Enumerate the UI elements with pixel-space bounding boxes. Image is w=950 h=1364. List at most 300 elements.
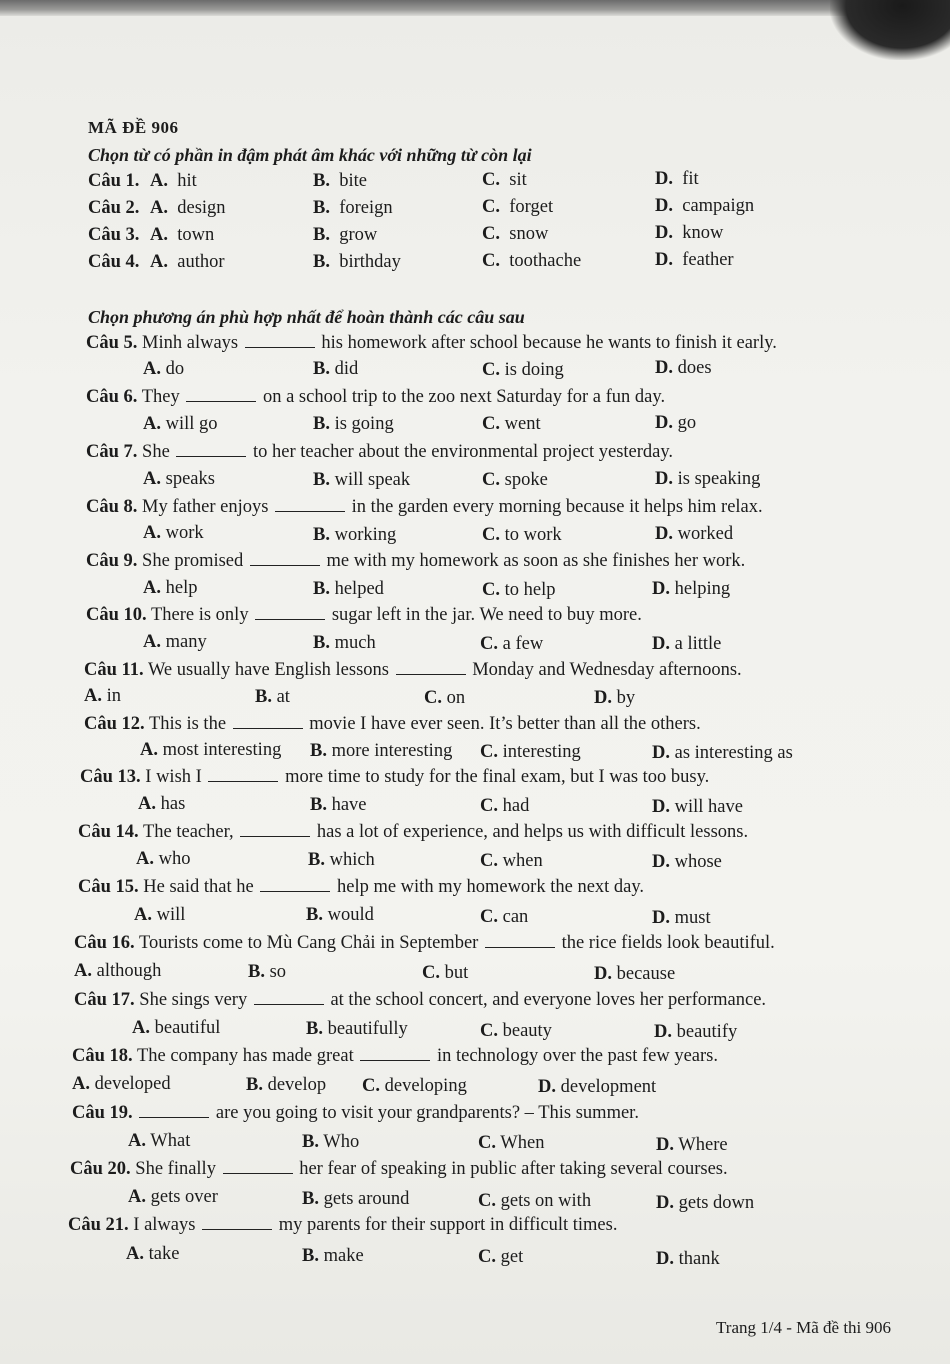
answer-option[interactable] [313,632,376,654]
option-text: is going [334,414,394,434]
option-letter: B. [248,962,265,982]
option-text: gets around [323,1189,410,1209]
answer-option[interactable] [482,524,562,546]
option-letter: C. [480,1021,498,1041]
answer-blank[interactable] [250,551,320,566]
answer-option[interactable] [482,579,556,601]
answer-blank[interactable] [176,442,246,457]
answer-option[interactable] [480,795,529,817]
option-text: hit [177,171,197,191]
option-letter: A. [150,252,168,272]
option-letter: B. [255,687,272,707]
option-text: have [331,795,367,815]
option-text: birthday [339,252,401,272]
option-text: beautifully [327,1019,408,1039]
answer-option[interactable] [313,524,396,546]
option-text: will [156,905,186,925]
question-text-before: Tourists come to Mù Cang Chải in September [138,933,479,953]
option-letter: A. [140,740,158,760]
option-letter: C. [482,224,500,244]
option-letter: A. [136,849,154,869]
answer-option[interactable] [652,907,711,929]
question-text-before: She finally [135,1159,216,1179]
answer-option[interactable] [482,359,564,381]
option-text: although [96,961,162,981]
question-text-before: I wish I [145,767,202,787]
option-letter: C. [424,688,442,708]
question-stem [86,441,673,463]
question-label: Câu 11. [84,660,144,680]
option-text: interesting [502,742,581,762]
option-text: toothache [509,251,582,271]
question-text-after: help me with my homework the next day. [336,877,645,897]
answer-option[interactable] [72,1073,171,1095]
option-letter: C. [478,1191,496,1211]
answer-option[interactable] [313,197,393,219]
question-text-before: My father enjoys [142,497,269,517]
question-stem [86,386,665,408]
option-letter: D. [655,169,673,189]
page-footer: Trang 1/4 - Mã đề thi 906 [716,1318,892,1337]
option-text: campaign [682,196,755,216]
question-label: Câu 9. [86,551,138,571]
option-letter: D. [652,579,670,599]
option-text: must [674,908,711,928]
question-text-after: his homework after school because he wants to finish it early. [321,333,777,353]
answer-blank[interactable] [245,333,315,348]
option-text: by [616,688,636,708]
option-letter: D. [652,797,670,817]
option-letter: A. [134,905,152,925]
answer-option[interactable] [654,1021,737,1043]
option-letter: A. [143,414,161,434]
option-text: developing [384,1076,467,1096]
option-text: Where [678,1135,728,1155]
question-text-after: in technology over the past few years. [436,1046,718,1066]
option-letter: B. [306,1019,323,1039]
option-letter: D. [655,469,673,489]
option-text: sit [509,170,527,190]
answer-blank[interactable] [260,877,330,892]
option-text: spoke [504,470,548,490]
option-letter: D. [655,524,673,544]
option-letter: D. [538,1077,556,1097]
option-letter: B. [302,1246,319,1266]
question-text-before: The company has made great [136,1046,354,1066]
option-text: to work [504,525,562,545]
question-stem [68,1214,617,1236]
answer-option[interactable] [652,796,743,818]
answer-option[interactable] [255,686,290,708]
answer-option[interactable] [310,794,367,816]
option-letter: B. [313,470,330,490]
answer-option[interactable] [594,963,675,985]
answer-blank[interactable] [396,660,466,675]
answer-option[interactable] [594,687,635,709]
option-text: will speak [334,470,411,490]
question-text-before: There is only [150,605,249,625]
answer-blank[interactable] [275,497,345,512]
option-text: bite [339,171,367,191]
option-text: can [502,907,529,927]
answer-option[interactable] [143,358,184,380]
option-text: developed [94,1074,171,1094]
option-letter: B. [313,525,330,545]
option-letter: C. [478,1247,496,1267]
option-text: many [165,632,207,652]
answer-option[interactable] [306,904,374,926]
answer-option[interactable] [482,413,541,435]
answer-option[interactable] [652,742,793,764]
option-letter: C. [480,634,498,654]
answer-option[interactable] [655,357,712,379]
option-text: so [269,962,287,982]
option-text: on [446,688,466,708]
option-letter: C. [482,170,500,190]
question-text-after: her fear of speaking in public after taking several courses. [299,1159,728,1179]
question-stem [80,766,709,788]
question-label: Câu 14. [78,822,139,842]
option-letter: A. [74,961,92,981]
option-text: will go [165,414,218,434]
option-letter: B. [313,414,330,434]
option-text: whose [674,852,722,872]
answer-blank[interactable] [202,1215,272,1230]
option-text: gets on with [500,1191,592,1211]
option-text: at [276,687,290,707]
answer-option[interactable] [655,523,733,545]
option-text: much [334,633,376,653]
question-text-before: She promised [142,551,244,571]
question-stem [84,713,701,735]
answer-option[interactable] [478,1246,523,1268]
option-letter: D. [656,1249,674,1269]
answer-option[interactable] [478,1190,591,1212]
option-letter: C. [422,963,440,983]
question-text-after: movie I have ever seen. It’s better than all the others. [309,714,701,734]
answer-option[interactable] [655,249,734,271]
answer-blank[interactable] [186,387,256,402]
option-letter: D. [655,358,673,378]
answer-option[interactable] [136,848,191,870]
question-stem [78,821,748,843]
answer-option[interactable] [302,1245,364,1267]
answer-option[interactable] [246,1074,326,1096]
question-stem [88,197,139,219]
answer-option[interactable] [310,740,452,762]
option-letter: A. [143,632,161,652]
answer-option[interactable] [302,1188,409,1210]
answer-option[interactable] [480,850,543,872]
question-stem [88,251,139,273]
question-label: Câu 2. [88,198,140,218]
question-stem [86,604,642,626]
question-label: Câu 12. [84,714,145,734]
answer-blank[interactable] [223,1159,293,1174]
question-text-after: more time to study for the final exam, but I was too busy. [285,767,710,787]
answer-option[interactable] [313,358,358,380]
answer-option[interactable] [424,687,465,709]
option-text: working [334,525,397,545]
answer-option[interactable] [652,851,722,873]
answer-option[interactable] [652,633,721,655]
option-letter: B. [310,741,327,761]
option-text: as interesting as [674,743,793,763]
answer-blank[interactable] [254,990,324,1005]
option-letter: C. [482,414,500,434]
question-label: Câu 6. [86,387,138,407]
answer-option[interactable] [313,578,384,600]
option-letter: D. [652,908,670,928]
option-text: development [560,1077,657,1097]
answer-option[interactable] [128,1186,218,1208]
option-letter: D. [594,964,612,984]
question-label: Câu 19. [72,1103,133,1123]
answer-blank[interactable] [240,822,310,837]
question-stem [74,989,766,1011]
answer-option[interactable] [302,1131,359,1153]
option-text: When [500,1133,545,1153]
answer-option[interactable] [655,412,696,434]
option-text: who [158,849,191,869]
option-letter: A. [143,523,161,543]
question-text-before: She sings very [139,990,248,1010]
answer-option[interactable] [248,961,286,983]
answer-option[interactable] [482,169,527,191]
option-text: is speaking [677,469,761,489]
answer-option[interactable] [150,170,197,192]
answer-blank[interactable] [139,1103,209,1118]
question-stem [86,550,745,572]
option-letter: D. [655,413,673,433]
question-stem [86,332,777,354]
option-letter: D. [655,196,673,216]
answer-option[interactable] [656,1134,728,1156]
answer-option[interactable] [306,1018,408,1040]
option-text: would [327,905,374,925]
option-text: went [504,414,541,434]
question-label: Câu 5. [86,333,138,353]
option-letter: C. [480,907,498,927]
option-text: has [160,794,186,814]
option-letter: A. [143,578,161,598]
question-text-after: my parents for their support in difficult times. [278,1215,618,1235]
question-stem [72,1102,639,1124]
answer-option[interactable] [313,413,394,435]
answer-option[interactable] [74,960,161,982]
option-letter: D. [656,1193,674,1213]
answer-option[interactable] [143,522,204,544]
question-text-before: We usually have English lessons [147,660,389,680]
question-text-after: at the school concert, and everyone loves her performance. [330,990,767,1010]
option-letter: C. [480,742,498,762]
option-letter: A. [72,1074,90,1094]
question-label: Câu 8. [86,497,138,517]
answer-option[interactable] [134,904,185,926]
question-text-before: She [142,442,170,462]
answer-option[interactable] [132,1017,220,1039]
answer-option[interactable] [150,251,225,273]
option-letter: A. [150,198,168,218]
answer-blank[interactable] [233,714,303,729]
answer-option[interactable] [84,685,121,707]
question-text-before: This is the [148,714,227,734]
answer-option[interactable] [140,739,281,761]
answer-option[interactable] [655,222,723,244]
answer-blank[interactable] [485,933,555,948]
answer-option[interactable] [362,1075,467,1097]
option-letter: D. [655,223,673,243]
answer-option[interactable] [480,741,581,763]
option-letter: B. [302,1132,319,1152]
option-text: a little [674,634,722,654]
option-letter: A. [128,1187,146,1207]
answer-option[interactable] [138,793,185,815]
answer-option[interactable] [143,413,218,435]
answer-option[interactable] [656,1248,720,1270]
answer-option[interactable] [143,631,207,653]
option-text: grow [339,225,378,245]
option-text: does [677,358,712,378]
answer-blank[interactable] [208,767,278,782]
option-letter: D. [656,1135,674,1155]
question-stem [86,496,763,518]
answer-option[interactable] [480,1020,552,1042]
option-letter: A. [143,359,161,379]
question-text-before: He said that he [143,877,254,897]
question-label: Câu 16. [74,933,135,953]
answer-option[interactable] [655,195,754,217]
option-text: What [150,1131,191,1151]
question-stem [84,659,742,681]
option-text: author [177,252,225,272]
option-text: a few [502,634,544,654]
question-text-after: on a school trip to the zoo next Saturday for a fun day. [262,387,666,407]
option-text: snow [509,224,549,244]
answer-option[interactable] [656,1192,754,1214]
option-text: go [677,413,697,433]
answer-option[interactable] [313,251,401,273]
answer-option[interactable] [482,196,553,218]
option-text: beauty [502,1021,552,1041]
option-text: do [165,359,185,379]
option-text: is doing [504,360,564,380]
answer-option[interactable] [126,1243,179,1265]
exam-code: MÃ ĐỀ 906 [88,118,179,137]
option-text: gets down [678,1193,755,1213]
option-letter: B. [313,171,330,191]
answer-option[interactable] [143,468,215,490]
option-letter: B. [310,795,327,815]
option-text: which [329,850,375,870]
option-text: most interesting [162,740,282,760]
question-label: Câu 21. [68,1215,129,1235]
option-text: had [502,796,530,816]
question-text-after: me with my homework as soon as she finishes her work. [326,551,746,571]
question-text-after: to her teacher about the environmental project yesterday. [253,442,674,462]
answer-option[interactable] [480,906,528,928]
question-stem [88,224,139,246]
answer-option[interactable] [308,849,375,871]
option-letter: C. [480,796,498,816]
option-letter: A. [84,686,102,706]
question-text-before: The teacher, [142,822,234,842]
answer-option[interactable] [143,577,197,599]
answer-option[interactable] [655,468,760,490]
answer-option[interactable] [538,1076,656,1098]
question-stem [78,876,644,898]
option-text: know [682,223,724,243]
option-letter: B. [313,633,330,653]
answer-blank[interactable] [255,605,325,620]
option-text: to help [504,580,556,600]
answer-option[interactable] [313,469,410,491]
option-letter: A. [128,1131,146,1151]
option-text: feather [682,250,734,270]
answer-option[interactable] [480,633,543,655]
option-text: speaks [165,469,215,489]
option-letter: C. [482,470,500,490]
question-text-after: Monday and Wednesday afternoons. [472,660,742,680]
option-letter: B. [308,850,325,870]
option-letter: D. [654,1022,672,1042]
answer-option[interactable] [482,469,548,491]
answer-option[interactable] [150,224,214,246]
option-letter: A. [138,794,156,814]
answer-option[interactable] [482,223,548,245]
question-text-after: has a lot of experience, and helps us with difficult lessons. [316,822,749,842]
option-text: helping [674,579,731,599]
section1-instruction: Chọn từ có phần in đậm phát âm khác với những từ còn lại [88,145,532,165]
option-text: fit [682,169,699,189]
answer-blank[interactable] [360,1046,430,1061]
question-text-after: the rice fields look beautiful. [561,933,775,953]
answer-option[interactable] [128,1130,190,1152]
question-label: Câu 20. [70,1159,131,1179]
question-label: Câu 13. [80,767,141,787]
answer-option[interactable] [478,1132,544,1154]
option-text: beautify [676,1022,738,1042]
answer-option[interactable] [313,170,367,192]
answer-option[interactable] [150,197,226,219]
question-label: Câu 15. [78,877,139,897]
option-text: foreign [339,198,393,218]
option-text: take [148,1244,180,1264]
option-letter: A. [132,1018,150,1038]
option-text: beautiful [154,1018,221,1038]
answer-option[interactable] [652,578,730,600]
answer-option[interactable] [313,224,377,246]
question-text-after: are you going to visit your grandparents? – This summer. [215,1103,639,1123]
question-text-before: I always [133,1215,196,1235]
question-stem [74,932,775,954]
option-text: help [165,578,198,598]
answer-option[interactable] [655,168,699,190]
option-letter: B. [313,359,330,379]
option-letter: C. [482,580,500,600]
option-letter: C. [482,251,500,271]
question-stem [72,1045,718,1067]
question-label: Câu 3. [88,225,140,245]
option-letter: C. [478,1133,496,1153]
answer-option[interactable] [482,250,581,272]
question-label: Câu 7. [86,442,138,462]
option-text: when [502,851,543,871]
option-text: thank [678,1249,720,1269]
answer-option[interactable] [422,962,468,984]
option-letter: C. [482,197,500,217]
option-letter: D. [652,852,670,872]
